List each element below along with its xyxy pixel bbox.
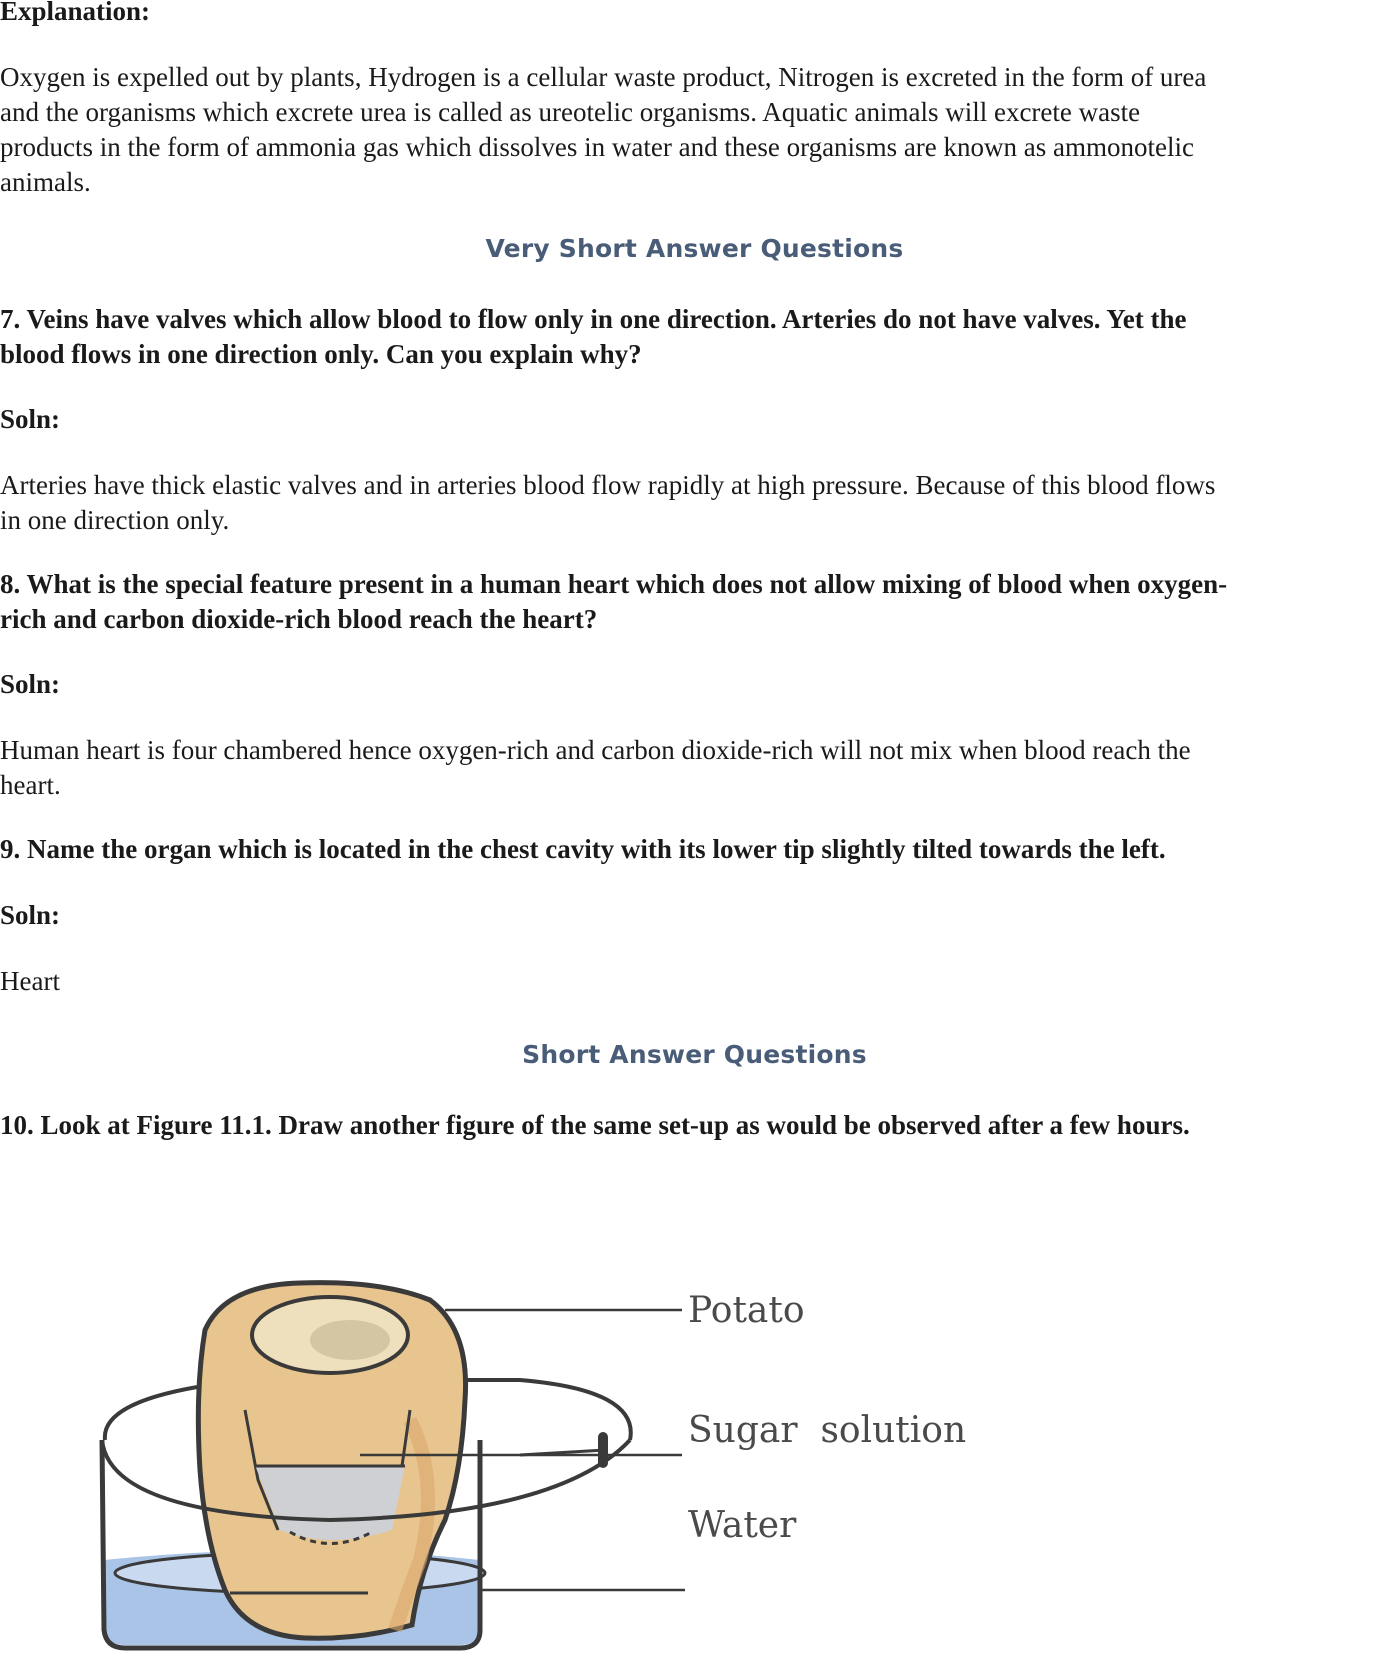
section-heading-short: Short Answer Questions — [522, 1040, 867, 1069]
answer-line: Arteries have thick elastic valves and in arteries blood flow rapidly at high pressure. Because of this blood flows — [0, 470, 1216, 500]
section-heading-very-short: Very Short Answer Questions — [485, 234, 904, 263]
explanation-line: Oxygen is expelled out by plants, Hydrogen is a cellular waste product, Nitrogen is excreted in the form of urea — [0, 62, 1207, 92]
figure-potato-osmometer — [0, 1270, 1389, 1662]
soln-label: Soln: — [0, 669, 61, 699]
label-water: Water — [688, 1505, 797, 1546]
answer-line: Human heart is four chambered hence oxygen-rich and carbon dioxide-rich will not mix when blood reach the — [0, 735, 1191, 765]
soln-label: Soln: — [0, 404, 61, 434]
explanation-line: products in the form of ammonia gas which dissolves in water and these organisms are known as ammonotelic — [0, 132, 1194, 162]
explanation-heading: Explanation: — [0, 0, 151, 26]
question-9 — [0, 832, 1389, 867]
question-line: 7. Veins have valves which allow blood to flow only in one direction. Arteries do not have valves. Yet the — [0, 304, 1187, 334]
question-8 — [0, 567, 1389, 637]
question-line: rich and carbon dioxide-rich blood reach the heart? — [0, 604, 598, 634]
label-sugar-solution: Sugar solution — [688, 1410, 967, 1451]
explanation-line: and the organisms which excrete urea is called as ureotelic organisms. Aquatic animals will excrete waste — [0, 97, 1141, 127]
answer-line: Heart — [0, 966, 60, 996]
question-7 — [0, 302, 1389, 372]
soln-label: Soln: — [0, 900, 61, 930]
question-line: 9. Name the organ which is located in the chest cavity with its lower tip slightly tilted towards the left. — [0, 834, 1166, 864]
question-line: 8. What is the special feature present in a human heart which does not allow mixing of blood when oxygen- — [0, 569, 1228, 599]
label-potato: Potato — [688, 1290, 805, 1331]
question-10 — [0, 1108, 1389, 1143]
question-line: 10. Look at Figure 11.1. Draw another figure of the same set-up as would be observed after a few hours. — [0, 1110, 1190, 1140]
answer-line: heart. — [0, 770, 61, 800]
explanation-line: animals. — [0, 167, 91, 197]
answer-line: in one direction only. — [0, 505, 230, 535]
question-line: blood flows in one direction only. Can you explain why? — [0, 339, 642, 369]
answer-7 — [0, 468, 1389, 538]
answer-8 — [0, 733, 1389, 803]
explanation-paragraph — [0, 60, 1389, 200]
answer-9 — [0, 964, 1389, 999]
